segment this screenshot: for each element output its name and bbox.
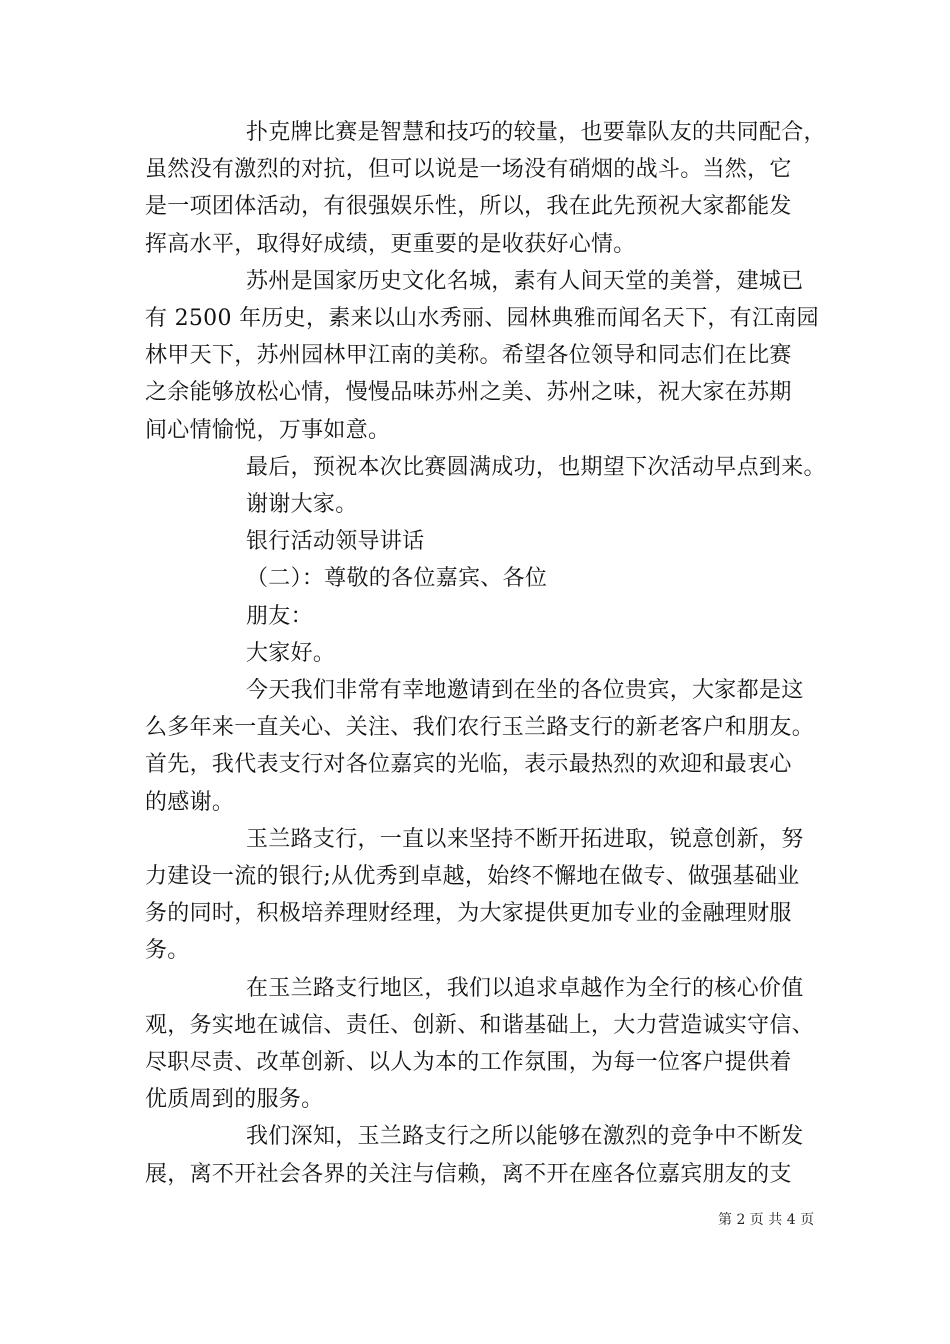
text-line: 是一项团体活动，有很强娱乐性，所以，我在此先预祝大家都能发 (145, 194, 792, 219)
section-heading: 银行活动领导讲话 (246, 529, 425, 554)
text-line: 之余能够放松心情，慢慢品味苏州之美、苏州之味，祝大家在苏期 (145, 380, 792, 405)
text-line: 力建设一流的银行;从优秀到卓越，始终不懈地在做专、做强基础业 (145, 864, 800, 889)
text-line: 首先，我代表支行对各位嘉宾的光临，表示最热烈的欢迎和最衷心 (145, 752, 792, 777)
text-line: 我们深知，玉兰路支行之所以能够在激烈的竞争中不断发 (246, 1124, 804, 1149)
text-line: 玉兰路支行，一直以来坚持不断开拓进取，锐意创新，努 (246, 827, 804, 852)
text-line: 林甲天下，苏州园林甲江南的美称。希望各位领导和同志们在比赛 (145, 343, 792, 368)
text-line: 优质周到的服务。 (145, 1087, 324, 1112)
text-line: 今天我们非常有幸地邀请到在坐的各位贵宾，大家都是这 (246, 678, 804, 703)
text-line: 务的同时，积极培养理财经理，为大家提供更加专业的金融理财服 (145, 901, 792, 926)
text-line: 的感谢。 (145, 790, 235, 815)
text-line: 大家好。 (246, 641, 336, 666)
text-line: 展，离不开社会各界的关注与信赖，离不开在座各位嘉宾朋友的支 (145, 1162, 792, 1187)
text-line: 谢谢大家。 (246, 492, 358, 517)
text-line: 有 2500 年历史，素来以山水秀丽、园林典雅而闻名天下，有江南园 (145, 306, 819, 331)
text-line: 朋友： (246, 604, 313, 629)
text-line: 最后，预祝本次比赛圆满成功，也期望下次活动早点到来。 (246, 455, 826, 480)
text-line: 在玉兰路支行地区，我们以追求卓越作为全行的核心价值 (246, 976, 804, 1001)
page-number: 第 2 页 共 4 页 (718, 1212, 815, 1228)
text-line: 挥高水平，取得好成绩，更重要的是收获好心情。 (145, 232, 636, 257)
text-line: 扑克牌比赛是智慧和技巧的较量，也要靠队友的共同配合， (246, 120, 826, 145)
text-line: 间心情愉悦，万事如意。 (145, 418, 391, 443)
text-line: 虽然没有激烈的对抗，但可以说是一场没有硝烟的战斗。当然，它 (145, 157, 792, 182)
text-line: （二）：尊敬的各位嘉宾、各位 (246, 566, 548, 591)
text-line: 务。 (145, 938, 190, 963)
text-line: 苏州是国家历史文化名城，素有人间天堂的美誉，建城已 (246, 269, 804, 294)
text-line: 么多年来一直关心、关注、我们农行玉兰路支行的新老客户和朋友。 (145, 715, 815, 740)
text-line: 尽职尽责、改革创新、以人为本的工作氛围，为每一位客户提供着 (145, 1050, 792, 1075)
text-line: 观，务实地在诚信、责任、创新、和谐基础上，大力营造诚实守信、 (145, 1013, 815, 1038)
